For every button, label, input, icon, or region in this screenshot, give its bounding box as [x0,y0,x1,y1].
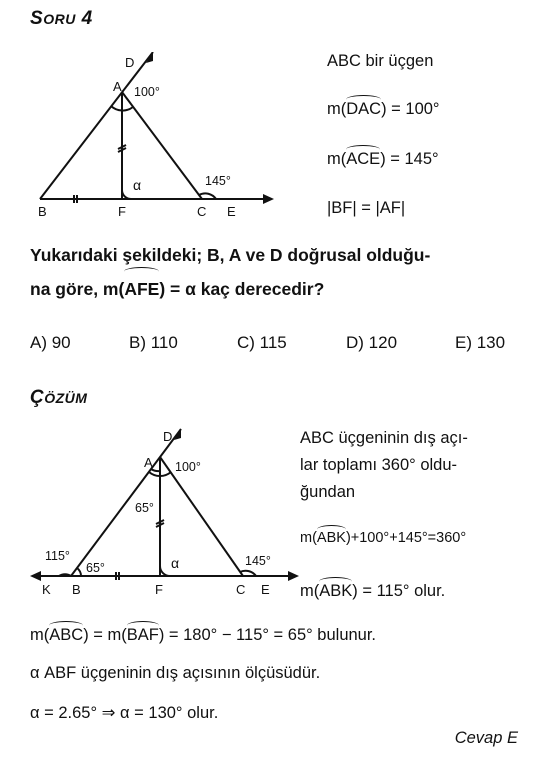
label-angle-C: 145° [245,554,271,568]
arc-angle-alpha [160,566,170,576]
arrow-E [263,194,274,204]
label-C: C [236,582,246,597]
given-4: |BF| = |AF| [327,199,406,217]
solution-figure [28,426,300,604]
label-angle-A: 100° [134,85,160,99]
label-angle-C: 145° [205,174,231,188]
solution-explanation: ABC üçgeninin dış açı- lar toplamı 360° oldu- ğundan [300,429,468,501]
label-E: E [227,204,236,219]
label-F: F [155,582,163,597]
option-d[interactable]: D) 120 [346,333,398,352]
given-3: m(ACE) = 145° [327,150,439,168]
question-text: Yukarıdaki şekildeki; B, A ve D doğrusal olduğu- na göre, m(AFE) = α kaç derecedir? [30,238,430,306]
option-e[interactable]: E) 130 [455,333,506,352]
label-alpha: α [171,555,180,571]
option-b[interactable]: B) 110 [129,333,178,352]
label-A: A [144,455,153,470]
label-angle-A: 100° [175,460,201,474]
label-F: F [118,204,126,219]
label-B: B [72,582,81,597]
label-B: B [38,204,47,219]
label-angle-ABF: 65° [86,561,105,575]
label-D: D [163,429,173,444]
solution-heading: ÇÖZÜM [30,387,88,408]
solution-eq-1: m(ABK)+100°+145°=360° [300,530,467,546]
option-a[interactable]: A) 90 [30,333,71,352]
answer-label: Cevap E [454,729,518,747]
solution-line-4: α ABF üçgeninin dış açısının ölçüsüdür. [30,664,321,682]
given-2: m(DAC) = 100° [327,100,440,118]
label-angle-ext-B: 115° [45,549,70,563]
label-E: E [261,582,270,597]
label-angle-BAF: 65° [135,501,154,515]
option-c[interactable]: C) 115 [237,333,287,352]
label-C: C [197,204,207,219]
label-K: K [42,582,51,597]
problem-figure [30,52,275,224]
arc-angle-alpha [122,190,131,199]
arrow-K [30,571,41,581]
solution-eq-2: m(ABK) = 115° olur. [300,582,446,600]
given-1: ABC bir üçgen [327,52,434,70]
solution-eq-3: m(ABC) = m(BAF) = 180° − 115° = 65° bulunur. [30,626,377,644]
label-A: A [113,79,122,94]
side-BD [71,429,181,576]
problem-heading: SORU 4 [30,8,93,29]
solution-line-5: α = 2.65° ⇒ α = 130° olur. [30,704,219,722]
arc-angle-ABF [77,568,81,576]
label-alpha: α [133,177,142,193]
arrow-E [288,571,299,581]
label-D: D [125,55,135,70]
